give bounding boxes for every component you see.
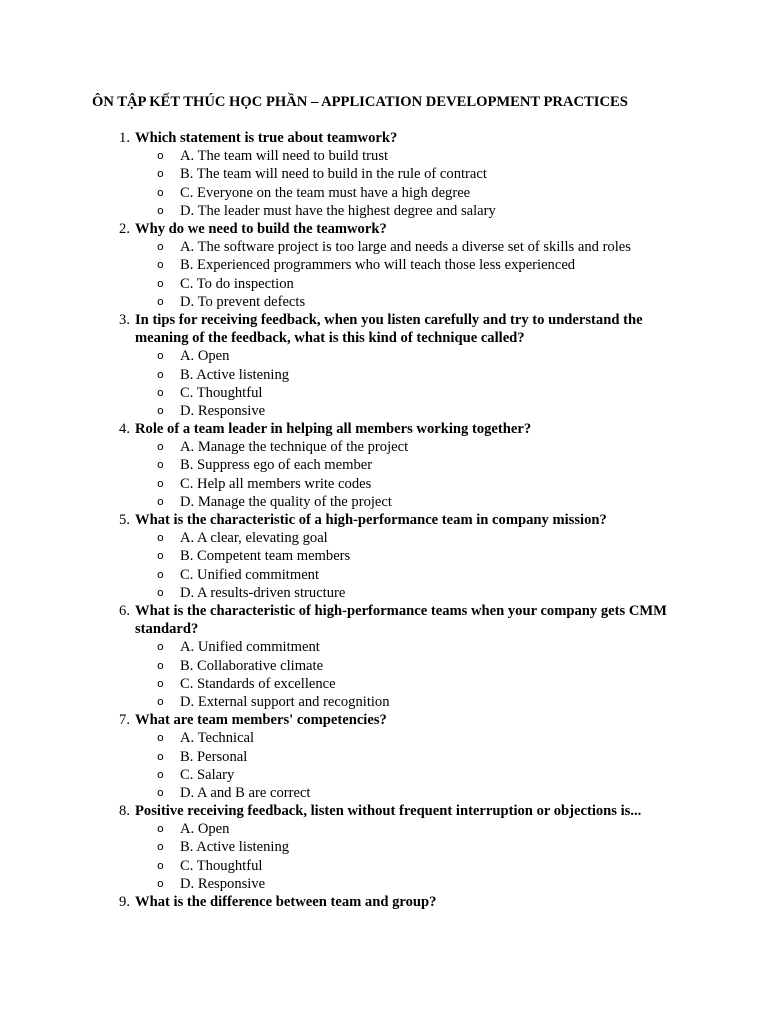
question-text: Why do we need to build the teamwork? [135,220,387,237]
answer-option-text: A. The team will need to build trust [180,148,389,165]
question-text: Role of a team leader in helping all members working together? [135,421,532,438]
question-text: What is the characteristic of a high-performance team in company mission? [135,512,607,529]
answer-option-text: B. Personal [180,748,248,765]
answer-option [0,729,768,747]
question-number: 3. [119,311,130,328]
answer-option [0,529,768,547]
hollow-bullet-icon: o [157,694,164,708]
answer-option-text: C. Help all members write codes [180,475,372,492]
answer-option [0,475,768,493]
answer-option [0,657,768,675]
question-number: 8. [119,803,130,820]
answer-option-text: C. Thoughtful [180,857,263,874]
hollow-bullet-icon: o [157,185,164,199]
answer-option [0,584,768,602]
answer-option-text: D. External support and recognition [180,693,390,710]
answer-option-text: C. Everyone on the team must have a high degree [180,184,471,201]
answer-options [0,820,768,893]
question-number: 9. [119,894,130,911]
answer-option [0,384,768,402]
hollow-bullet-icon: o [157,367,164,381]
hollow-bullet-icon: o [157,785,164,799]
question-item [0,893,768,911]
answer-option [0,875,768,893]
hollow-bullet-icon: o [157,203,164,217]
hollow-bullet-icon: o [157,567,164,581]
hollow-bullet-icon: o [157,494,164,508]
question-text: What is the characteristic of high-performance teams when your company gets CMM standard? [135,602,667,638]
question-text: What are team members' competencies? [135,712,387,729]
hollow-bullet-icon: o [157,549,164,563]
question-number: 5. [119,512,130,529]
hollow-bullet-icon: o [157,858,164,872]
answer-option-text: C. Unified commitment [180,566,320,583]
answer-option [0,293,768,311]
answer-option [0,184,768,202]
question-item [0,602,768,711]
question-item [0,129,768,220]
question-item [0,802,768,893]
question-number: 2. [119,220,130,237]
answer-option-text: D. The leader must have the highest degree and salary [180,202,496,219]
hollow-bullet-icon: o [157,240,164,254]
answer-option-text: B. Experienced programmers who will teach those less experienced [180,257,576,274]
answer-option-text: D. A and B are correct [180,784,311,801]
answer-option-text: B. Active listening [180,366,290,383]
hollow-bullet-icon: o [157,403,164,417]
question-item [0,511,768,602]
answer-options [0,438,768,511]
question-number: 7. [119,712,130,729]
answer-option-text: C. Standards of excellence [180,675,336,692]
answer-option [0,366,768,384]
hollow-bullet-icon: o [157,658,164,672]
answer-option-text: B. Suppress ego of each member [180,457,373,474]
answer-option [0,493,768,511]
answer-option-text: B. Active listening [180,839,290,856]
answer-options [0,638,768,711]
answer-option-text: A. Technical [180,730,255,747]
answer-option-text: A. The software project is too large and needs a diverse set of skills and roles [180,239,631,256]
answer-option [0,202,768,220]
hollow-bullet-icon: o [157,731,164,745]
answer-option [0,820,768,838]
answer-option-text: A. Open [180,821,230,838]
hollow-bullet-icon: o [157,276,164,290]
hollow-bullet-icon: o [157,294,164,308]
answer-option-text: D. A results-driven structure [180,584,346,601]
answer-options [0,347,768,420]
answer-option [0,693,768,711]
answer-option-text: D. Responsive [180,875,266,892]
hollow-bullet-icon: o [157,258,164,272]
answer-option-text: D. Responsive [180,402,266,419]
question-item [0,220,768,311]
answer-option [0,147,768,165]
answer-option [0,766,768,784]
hollow-bullet-icon: o [157,458,164,472]
answer-option-text: D. To prevent defects [180,293,306,310]
answer-options [0,147,768,220]
answer-option [0,456,768,474]
answer-option-text: B. The team will need to build in the rule of contract [180,166,487,183]
hollow-bullet-icon: o [157,349,164,363]
hollow-bullet-icon: o [157,840,164,854]
answer-option [0,857,768,875]
answer-option-text: B. Collaborative climate [180,657,324,674]
answer-option [0,438,768,456]
answer-option [0,347,768,365]
hollow-bullet-icon: o [157,822,164,836]
answer-option [0,838,768,856]
hollow-bullet-icon: o [157,440,164,454]
hollow-bullet-icon: o [157,749,164,763]
answer-option-text: D. Manage the quality of the project [180,493,392,510]
question-text: Which statement is true about teamwork? [135,130,398,146]
answer-option [0,402,768,420]
answer-option [0,165,768,183]
answer-option [0,238,768,256]
answer-option-text: A. Unified commitment [180,639,320,656]
answer-option [0,275,768,293]
hollow-bullet-icon: o [157,531,164,545]
hollow-bullet-icon: o [157,767,164,781]
question-item [0,420,768,511]
question-text: Positive receiving feedback, listen without frequent interruption or objections is... [135,803,642,820]
question-text: What is the difference between team and group? [135,894,437,911]
hollow-bullet-icon: o [157,585,164,599]
hollow-bullet-icon: o [157,149,164,163]
answer-option-text: A. Open [180,348,230,365]
answer-option-text: A. A clear, elevating goal [180,530,328,547]
hollow-bullet-icon: o [157,876,164,890]
answer-options [0,529,768,602]
answer-options [0,729,768,802]
answer-option [0,784,768,802]
answer-option [0,547,768,565]
document-title: ÔN TẬP KẾT THÚC HỌC PHẦN – APPLICATION DEVELOPMENT PRACTICES [92,94,628,110]
answer-option-text: C. Salary [180,766,235,783]
question-item [0,711,768,802]
answer-options [0,238,768,311]
answer-option [0,638,768,656]
hollow-bullet-icon: o [157,676,164,690]
question-text: In tips for receiving feedback, when you listen carefully and try to understand the meaning of the feedback, what is this kind of technique called? [135,311,643,347]
answer-option [0,256,768,274]
question-number: 4. [119,421,130,438]
question-number: 1. [119,130,130,146]
answer-option-text: C. Thoughtful [180,384,263,401]
answer-option [0,748,768,766]
answer-option-text: B. Competent team members [180,548,351,565]
question-number: 6. [119,602,130,619]
answer-option [0,675,768,693]
hollow-bullet-icon: o [157,640,164,654]
hollow-bullet-icon: o [157,476,164,490]
hollow-bullet-icon: o [157,167,164,181]
answer-option [0,566,768,584]
hollow-bullet-icon: o [157,385,164,399]
question-item [0,311,768,420]
answer-option-text: C. To do inspection [180,275,294,292]
question-list [0,129,768,911]
answer-option-text: A. Manage the technique of the project [180,439,409,456]
